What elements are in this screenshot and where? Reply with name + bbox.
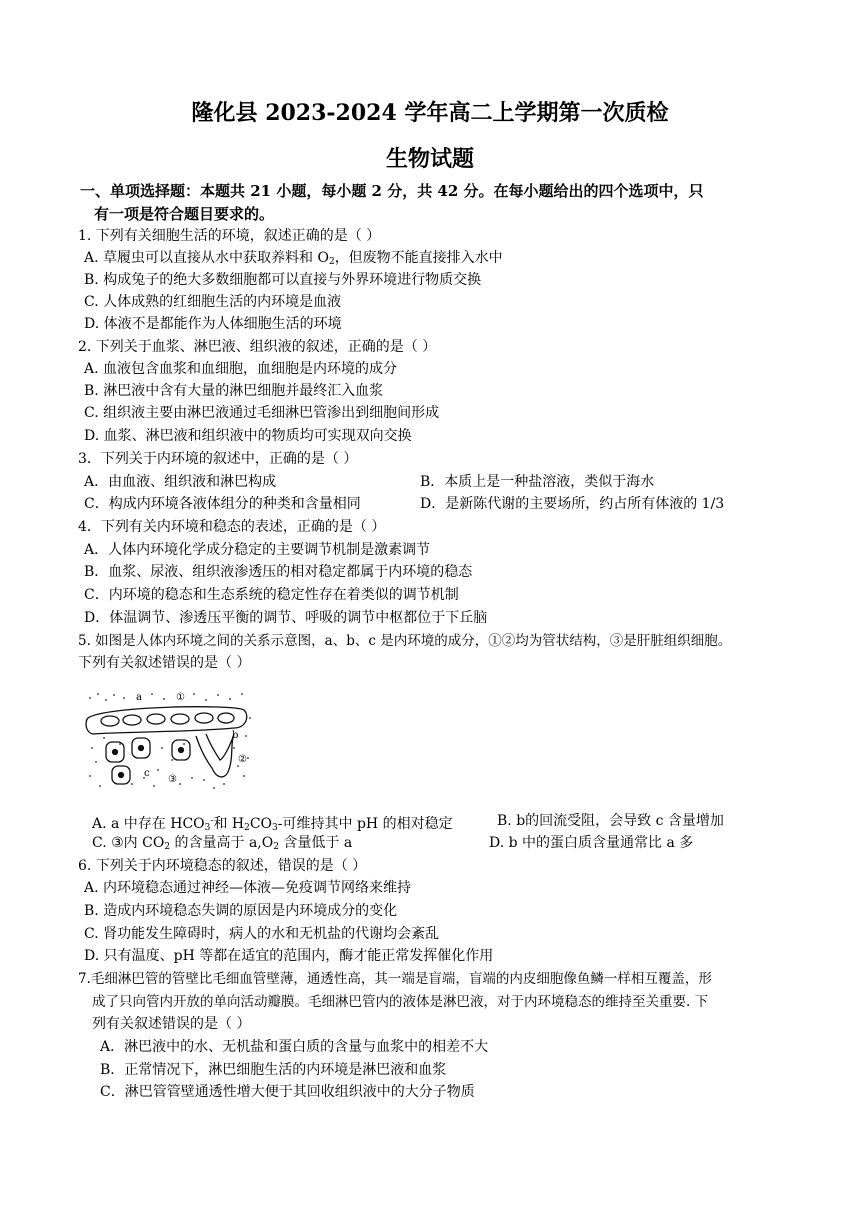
q5-option-b: B. b的回流受阻，会导致 c 含量增加 <box>497 813 724 829</box>
q1-option-b: B. 构成兔子的绝大多数细胞都可以直接与外界环境进行物质交换 <box>84 272 482 288</box>
diagram-capillary <box>86 707 247 734</box>
q7-option-a: A．淋巴液中的水、无机盐和蛋白质的含量与血浆中的相差不大 <box>100 1039 489 1055</box>
diagram-label-c: c <box>144 768 150 779</box>
q1-option-a: A. 草履虫可以直接从水中获取养料和 $O_2$，但废物不能直接排入水中 <box>84 250 503 267</box>
q4-stem: 4．下列有关内环境和稳态的表述，正确的是（ ） <box>78 519 386 535</box>
q6-option-d: D. 只有温度、pH 等都在适宜的范围内，酶才能正常发挥催化作用 <box>84 948 494 964</box>
diagram-lymph-vessel <box>196 734 234 777</box>
q1-stem: 1. 下列有关细胞生活的环境，叙述正确的是（ ） <box>78 228 381 244</box>
q4-option-a: A．人体内环境化学成分稳定的主要调节机制是激素调节 <box>84 542 431 558</box>
q5-diagram <box>84 688 254 793</box>
q7-stem-line1: 7.毛细淋巴管的管壁比毛细血管壁薄，通透性高，其一端是盲端，盲端的内皮细胞像鱼鳞一样相互覆盖，形 <box>78 971 712 987</box>
q4-option-d: D．体温调节、渗透压平衡的调节、呼吸的调节中枢都位于下丘脑 <box>84 610 488 626</box>
diagram-label-2: ② <box>238 754 247 765</box>
diagram-label-a: a <box>136 692 142 703</box>
q6-option-a: A. 内环境稳态通过神经—体液—免疫调节网络来维持 <box>84 880 412 896</box>
q1-option-c: C. 人体成熟的红细胞生活的内环境是血液 <box>84 294 342 310</box>
q2-option-a: A. 血液包含血浆和血细胞，血细胞是内环境的成分 <box>84 361 398 377</box>
q7-option-b: B．正常情况下，淋巴细胞生活的内环境是淋巴液和血浆 <box>100 1062 447 1078</box>
diagram-label-1: ① <box>176 692 185 703</box>
q3-option-a: A．由血液、组织液和淋巴构成 <box>84 474 277 490</box>
q5-stem-line1: 5. 如图是人体内环境之间的关系示意图，a、b、c 是内环境的成分，①②均为管状结构，③是肝脏组织细胞。 <box>78 633 732 649</box>
section-heading-line1: 一、单项选择题：本题共 21 小题，每小题 2 分，共 42 分。在每小题给出的四个选项中，只 <box>80 182 704 200</box>
q6-option-b: B. 造成内环境稳态失调的原因是内环境成分的变化 <box>84 903 398 919</box>
q7-option-c: C．淋巴管管壁通透性增大便于其回收组织液中的大分子物质 <box>100 1084 475 1100</box>
q3-option-c: C．构成内环境各液体组分的种类和含量相同 <box>84 496 361 512</box>
section-heading-line2: 有一项是符合题目要求的。 <box>94 205 275 223</box>
q5-option-a: A. a 中存在 $HCO_3^-$和 $H_2CO_3-$可维持其中 pH 的相对稳定 <box>92 816 453 833</box>
q4-option-c: C．内环境的稳态和生态系统的稳定性存在着类似的调节机制 <box>84 587 459 603</box>
q3-stem: 3．下列关于内环境的叙述中，正确的是（ ） <box>78 451 358 467</box>
q3-option-d: D．是新陈代谢的主要场所，约占所有体液的 1/3 <box>420 496 725 512</box>
q1-option-d: D. 体液不是都能作为人体细胞生活的环境 <box>84 316 342 332</box>
q3-option-b: B．本质上是一种盐溶液，类似于海水 <box>420 474 655 490</box>
q5-stem-line2: 下列有关叙述错误的是（ ） <box>78 655 251 671</box>
q6-stem: 6. 下列关于内环境稳态的叙述，错误的是（ ） <box>78 858 367 874</box>
q7-stem-line2: 成了只向管内开放的单向活动瓣膜。毛细淋巴管内的液体是淋巴液，对于内环境稳态的维持至关重要. 下 <box>92 994 709 1010</box>
exam-subtitle: 生物试题 <box>385 146 474 172</box>
q5-option-c: C. ③内 $CO_2$ 的含量高于 $a,O_2$ 含量低于 a <box>92 835 353 852</box>
q6-option-c: C. 肾功能发生障碍时，病人的水和无机盐的代谢均会紊乱 <box>84 926 440 942</box>
exam-title: 隆化县 2023-2024 学年高二上学期第一次质检 <box>191 100 669 126</box>
diagram-label-3: ③ <box>168 774 177 785</box>
q7-stem-line3: 列有关叙述错误的是（ ） <box>92 1016 251 1032</box>
q2-stem: 2. 下列关于血浆、淋巴液、组织液的叙述，正确的是（ ） <box>78 339 437 355</box>
q2-option-b: B. 淋巴液中含有大量的淋巴细胞并最终汇入血浆 <box>84 383 384 399</box>
q2-option-c: C. 组织液主要由淋巴液通过毛细淋巴管渗出到细胞间形成 <box>84 405 440 421</box>
section-heading <box>80 180 780 226</box>
q5-option-d: D. b 中的蛋白质含量通常比 a 多 <box>489 835 694 851</box>
q4-option-b: B．血浆、尿液、组织液渗透压的相对稳定都属于内环境的稳态 <box>84 564 473 580</box>
diagram-label-b: b <box>232 730 239 741</box>
q2-option-d: D. 血浆、淋巴液和组织液中的物质均可实现双向交换 <box>84 428 412 444</box>
